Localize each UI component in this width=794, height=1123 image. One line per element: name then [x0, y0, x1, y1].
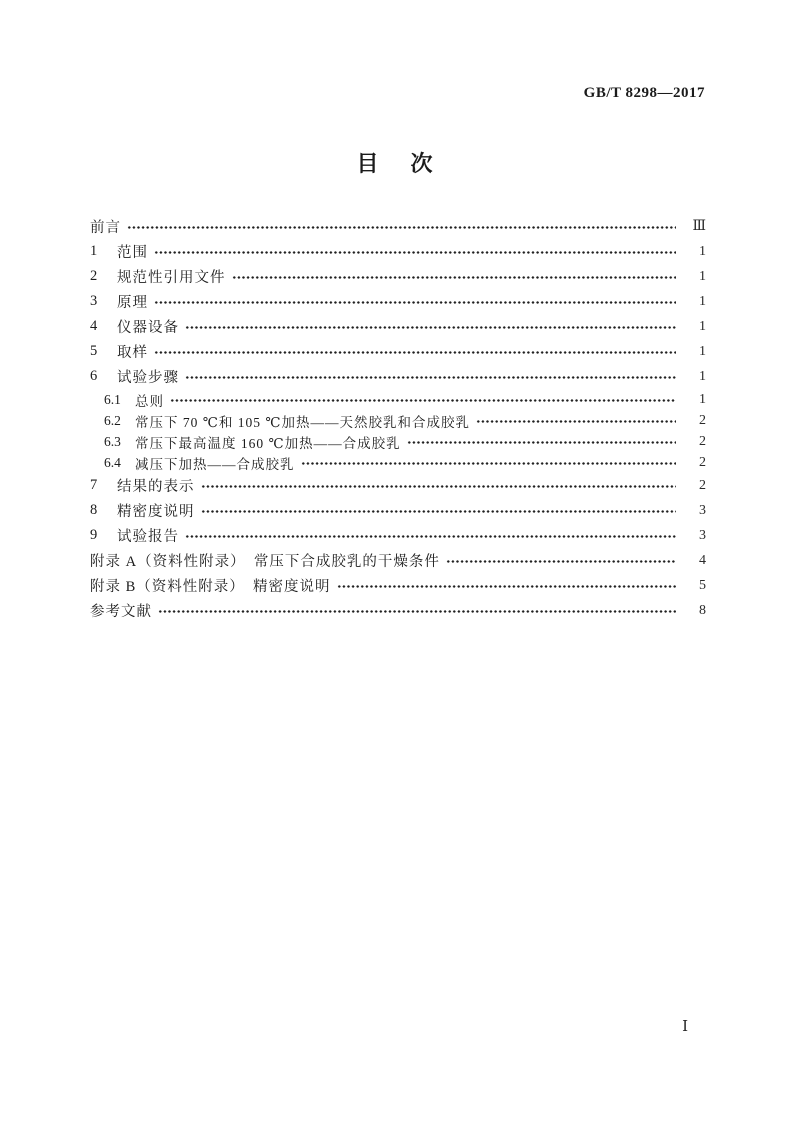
dot-leader — [407, 439, 676, 446]
dot-leader — [170, 397, 676, 404]
toc-page-number: 1 — [699, 268, 706, 284]
toc-entry-number: 1 — [90, 243, 98, 259]
toc-page-number: 1 — [699, 293, 706, 309]
toc-page-number: 2 — [699, 454, 706, 470]
toc-entry-label: 前言 — [90, 220, 121, 236]
dot-leader — [232, 274, 677, 281]
toc-entry-heating-160 — [90, 431, 706, 452]
toc-page-number: 1 — [699, 343, 706, 359]
toc-entry-number: 5 — [90, 343, 98, 359]
toc-entry-test-report — [90, 523, 706, 548]
toc-page-number: 1 — [699, 243, 706, 259]
toc-entry-sampling — [90, 339, 706, 364]
toc-entry-expression-of-results — [90, 473, 706, 498]
toc-page-number: 2 — [699, 412, 706, 428]
toc-entry-label: 精密度说明 — [117, 504, 195, 520]
toc-entry-apparatus — [90, 314, 706, 339]
toc-entry-number: 6.2 — [104, 412, 121, 428]
toc-entry-number: 4 — [90, 318, 98, 334]
toc-page-number: 3 — [699, 527, 706, 543]
toc-entry-label: 常压下最高温度 160 ℃加热——合成胶乳 — [135, 435, 401, 451]
dot-leader — [154, 249, 676, 256]
toc-page-number: 3 — [699, 502, 706, 518]
dot-leader — [158, 608, 676, 615]
table-of-contents — [90, 214, 706, 623]
toc-entry-number: 8 — [90, 502, 98, 518]
toc-entry-label: 仪器设备 — [117, 320, 179, 336]
toc-entry-principle — [90, 289, 706, 314]
dot-leader — [185, 533, 676, 540]
toc-entry-label: 试验报告 — [117, 529, 179, 545]
toc-entry-label: 结果的表示 — [117, 479, 195, 495]
toc-page-number: Ⅲ — [692, 219, 706, 234]
dot-leader — [127, 224, 676, 231]
toc-entry-procedure — [90, 364, 706, 389]
dot-leader — [154, 299, 676, 306]
toc-entry-number: 6.4 — [104, 454, 121, 470]
toc-page-number: 2 — [699, 477, 706, 493]
toc-page-number: 5 — [699, 577, 706, 593]
toc-entry-label: 范围 — [117, 245, 148, 261]
footer-page-number: Ⅰ — [682, 1019, 688, 1035]
toc-entry-reduced-pressure — [90, 452, 706, 473]
toc-page-number: 4 — [699, 552, 706, 568]
standard-number: GB/T 8298—2017 — [583, 85, 705, 101]
toc-entry-number: 6 — [90, 368, 98, 384]
toc-entry-number: 6.1 — [104, 391, 121, 407]
page-title: 目 次 — [356, 151, 438, 176]
toc-page-number: 2 — [699, 433, 706, 449]
toc-entry-precision — [90, 498, 706, 523]
toc-entry-number: 9 — [90, 527, 98, 543]
toc-entry-label: 常压下 70 ℃和 105 ℃加热——天然胶乳和合成胶乳 — [135, 414, 470, 430]
dot-leader — [476, 418, 676, 425]
dot-leader — [337, 583, 676, 590]
toc-entry-label: 总则 — [135, 393, 164, 409]
dot-leader — [201, 508, 677, 515]
toc-entry-label: 规范性引用文件 — [117, 270, 226, 286]
dot-leader — [301, 460, 677, 467]
dot-leader — [446, 558, 676, 565]
toc-page-number: 8 — [699, 602, 706, 618]
toc-entry-general — [90, 389, 706, 410]
toc-entry-normative-references — [90, 264, 706, 289]
toc-page-number: 1 — [699, 318, 706, 334]
toc-entry-label: 附录 A（资料性附录） 常压下合成胶乳的干燥条件 — [90, 554, 440, 570]
toc-entry-foreword — [90, 214, 706, 239]
toc-entry-number: 3 — [90, 293, 98, 309]
toc-entry-annex-a — [90, 548, 706, 573]
toc-entry-scope — [90, 239, 706, 264]
toc-entry-label: 原理 — [117, 295, 148, 311]
toc-entry-number: 2 — [90, 268, 98, 284]
toc-page-number: 1 — [699, 368, 706, 384]
toc-entry-annex-b — [90, 573, 706, 598]
toc-page-number: 1 — [699, 391, 706, 407]
toc-entry-heating-70-105 — [90, 410, 706, 431]
toc-entry-label: 减压下加热——合成胶乳 — [135, 456, 295, 472]
dot-leader — [185, 374, 676, 381]
dot-leader — [201, 483, 677, 490]
toc-entry-label: 取样 — [117, 345, 148, 361]
dot-leader — [154, 349, 676, 356]
dot-leader — [185, 324, 676, 331]
toc-entry-label: 试验步骤 — [117, 370, 179, 386]
toc-entry-label: 参考文献 — [90, 604, 152, 620]
toc-entry-label: 附录 B（资料性附录） 精密度说明 — [90, 579, 331, 595]
toc-entry-bibliography — [90, 598, 706, 623]
toc-entry-number: 6.3 — [104, 433, 121, 449]
toc-entry-number: 7 — [90, 477, 98, 493]
